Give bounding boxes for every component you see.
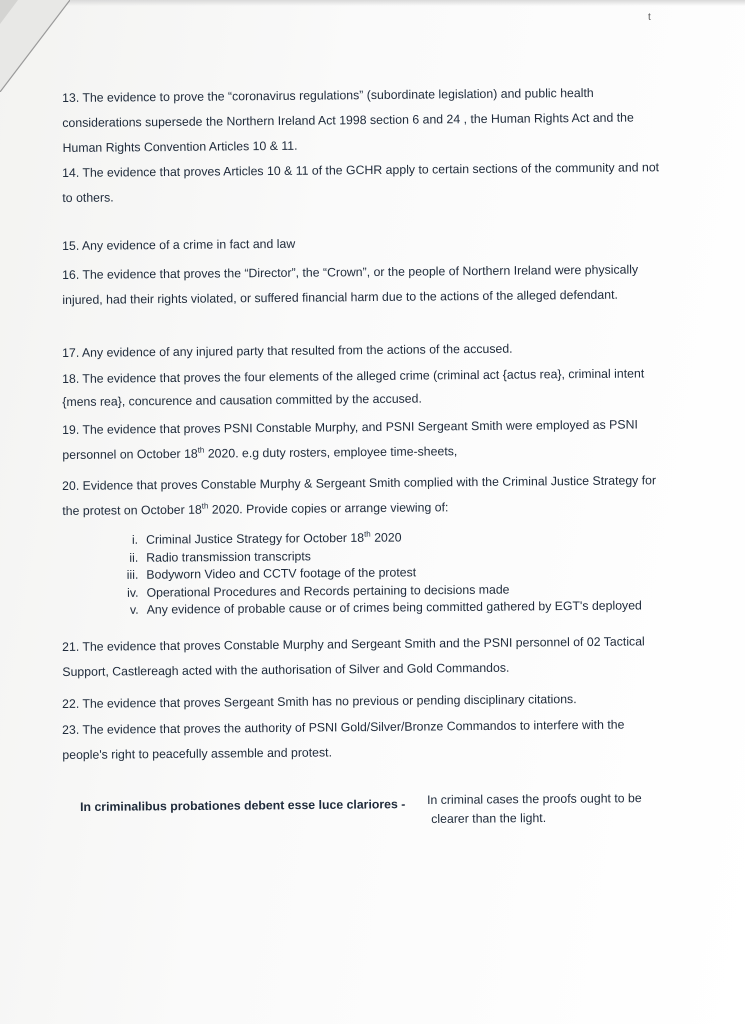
list-text: Any evidence of probable cause or of crimes being committed gathered by EGT's deployed bbox=[146, 598, 642, 617]
latin-maxim: In criminalibus probationes debent esse luce clariores - bbox=[80, 797, 406, 814]
item-20-text-a: 20. Evidence that proves Constable Murphy & Sergeant Smith complied with the Criminal Justice Strategy for the protest on October 18 bbox=[62, 473, 657, 518]
item-20-text-b: 2020. Provide copies or arrange viewing of: bbox=[208, 500, 449, 517]
item-21: 21. The evidence that proves Constable Murphy and Sergeant Smith and the PSNI personnel of 02 Tactical Support, Castlereagh acted with the authorisation of Silver and Gold Commandos. bbox=[62, 634, 645, 679]
list-text: Operational Procedures and Records pertaining to decisions made bbox=[146, 582, 510, 600]
corner-mark: t bbox=[648, 12, 651, 23]
item-19-suffix: th bbox=[197, 445, 205, 455]
list-number: v. bbox=[129, 602, 139, 617]
list-text-b: 2020 bbox=[370, 530, 402, 545]
list-number: ii. bbox=[129, 550, 139, 565]
list-suffix: th bbox=[364, 529, 371, 539]
item-19-text-a: 19. The evidence that proves PSNI Constable Murphy, and PSNI Sergeant Smith were employed as PSNI personnel on October 18 bbox=[62, 417, 638, 462]
list-number: i. bbox=[131, 532, 139, 547]
translation-line-1: In criminal cases the proofs ought to be bbox=[427, 791, 642, 807]
item-19-text-b: 2020. e.g duty rosters, employee time-sheets, bbox=[204, 444, 458, 461]
item-23: 23. The evidence that proves the authority of PSNI Gold/Silver/Bronze Commandos to interfere with the people's right to peacefully assemble and protest. bbox=[62, 717, 625, 762]
item-20-suffix: th bbox=[201, 501, 209, 511]
list-item bbox=[113, 597, 653, 619]
list-number: iv. bbox=[127, 585, 139, 600]
scan-top-edge bbox=[0, 0, 745, 6]
item-14: 14. The evidence that proves Articles 10 & 11 of the GCHR apply to certain sections of the community and not to others. bbox=[62, 160, 660, 205]
item-15: 15. Any evidence of a crime in fact and law bbox=[62, 236, 296, 253]
list-text: Criminal Justice Strategy for October 18 bbox=[146, 530, 365, 547]
list-text: Bodyworn Video and CCTV footage of the protest bbox=[146, 565, 417, 582]
item-18: 18. The evidence that proves the four elements of the alleged crime (criminal act {actus rea}, criminal intent {mens rea}, concurence and causation committed by the accused. bbox=[62, 366, 645, 409]
item-13: 13. The evidence to prove the “coronavirus regulations” (subordinate legislation) and public health considerations supersede the Northern Ireland Act 1998 section 6 and 24 , the Human Rights Act and the Human Rights Convention Articles 10 & 11. bbox=[62, 85, 634, 155]
item-17: 17. Any evidence of any injured party that resulted from the actions of the accused. bbox=[62, 341, 513, 360]
list-text: Radio transmission transcripts bbox=[146, 548, 311, 565]
item-20 bbox=[62, 468, 662, 524]
item-16: 16. The evidence that proves the “Director”, the “Crown”, or the people of Northern Ireland were physically injured, had their rights violated, or suffered financial harm due to the actions of the alleged defendant. bbox=[62, 262, 639, 307]
folded-corner-shadow bbox=[0, 0, 70, 92]
translation-line-2: clearer than the light. bbox=[431, 810, 547, 826]
item-22: 22. The evidence that proves Sergeant Smith has no previous or pending disciplinary citations. bbox=[62, 692, 577, 711]
viewing-list bbox=[112, 527, 653, 619]
item-19 bbox=[62, 412, 662, 468]
maxim-translation bbox=[427, 789, 667, 829]
list-number: iii. bbox=[126, 567, 139, 582]
